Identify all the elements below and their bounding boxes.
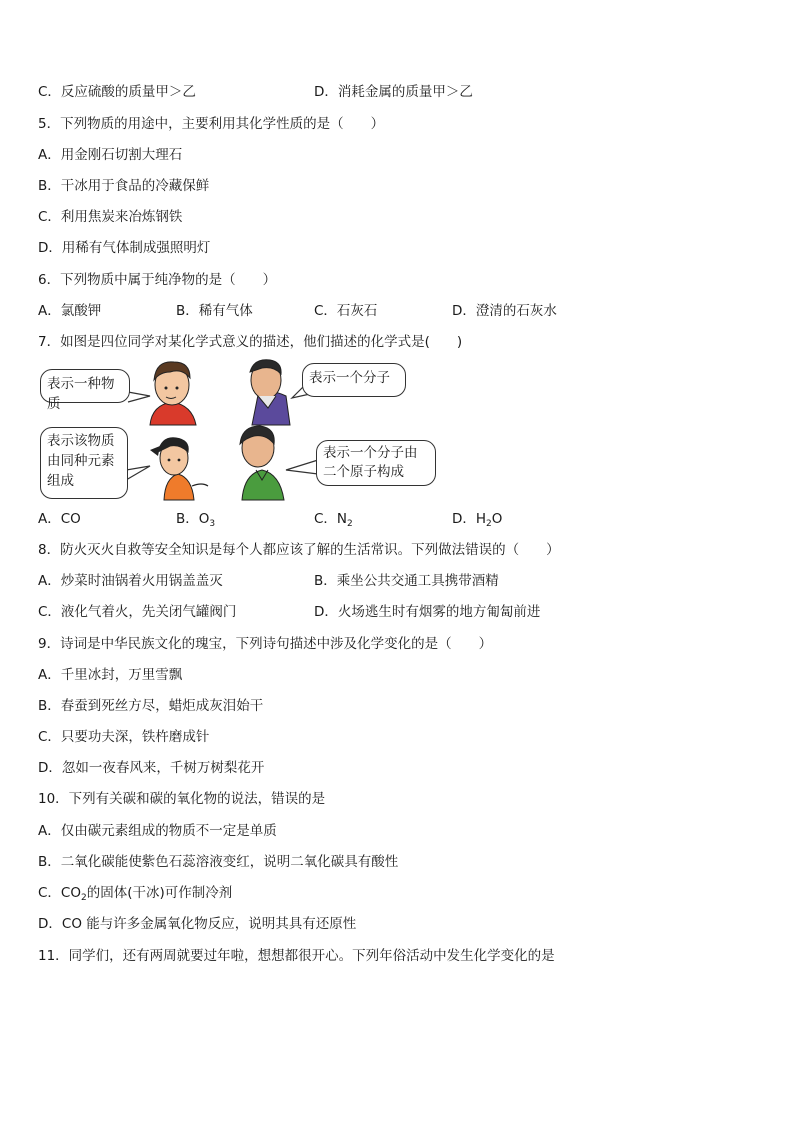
q8-option-a: A．炒菜时油锅着火用锅盖盖灭 [38,573,223,589]
q10-stem: 10．下列有关碳和碳的氧化物的说法，错误的是 [38,791,326,807]
q10-option-c: C．$CO_2$的固体(干冰)可作制冷剂 [38,885,233,903]
speech-bubble-1 [40,369,130,412]
bubble-4-line-2: 二个原子构成 [323,464,404,480]
q8-option-c: C．液化气着火，先关闭气罐阀门 [38,604,237,620]
q8-option-d: D．火场逃生时有烟雾的地方匍匐前进 [314,604,541,620]
q6-option-c: C．石灰石 [314,303,378,319]
q11-stem: 11．同学们，还有两周就要过年啦，想想都很开心。下列年俗活动中发生化学变化的是 [38,948,555,964]
q7-option-b: B．$O_3$ [176,511,216,529]
q4-option-c: C．反应硫酸的质量甲＞乙 [38,84,196,100]
q9-stem: 9．诗词是中华民族文化的瑰宝，下列诗句描述中涉及化学变化的是（ ） [38,636,493,652]
q7-option-c: C．$N_2$ [314,511,353,529]
q7-option-d: D．$H_2O$ [452,511,503,529]
q8-stem: 8．防火灭火自救等安全知识是每个人都应该了解的生活常识。下列做法错误的（ ） [38,542,560,558]
q10-option-d: D．CO 能与许多金属氧化物反应，说明其具有还原性 [38,916,357,932]
q6-option-d: D．澄清的石灰水 [452,303,557,319]
speech-bubble-4 [316,440,436,486]
q8-option-b: B．乘坐公共交通工具携带酒精 [314,573,499,589]
q4-option-d: D．消耗金属的质量甲＞乙 [314,84,473,100]
bubble-1-text: 表示一种物质 [47,376,115,412]
q6-option-b: B．稀有气体 [176,303,253,319]
bubble-3-line-2: 由同种元素 [47,453,115,469]
student-4-illustration [240,426,284,500]
q6-option-a: A．氯酸钾 [38,303,102,319]
student-3-illustration [150,438,208,500]
speech-bubble-3 [40,427,128,499]
q5-stem: 5．下列物质的用途中，主要利用其化学性质的是（ ） [38,116,385,132]
q10-option-a: A．仅由碳元素组成的物质不一定是单质 [38,823,277,839]
bubble-3-line-3: 组成 [47,473,74,489]
q7-option-a: A．CO [38,511,81,527]
student-2-illustration [250,360,290,425]
bubble-4-line-1: 表示一个分子由 [323,445,418,461]
q9-option-b: B．春蚕到死丝方尽，蜡炬成灰泪始干 [38,698,264,714]
q5-option-b: B．干冰用于食品的冷藏保鲜 [38,178,210,194]
speech-bubble-2 [302,363,406,397]
q5-option-c: C．利用焦炭来冶炼钢铁 [38,209,183,225]
q9-option-a: A．千里冰封，万里雪飘 [38,667,183,683]
bubble-3-line-1: 表示该物质 [47,433,115,449]
q9-option-d: D．忽如一夜春风来，千树万树梨花开 [38,760,265,776]
q5-option-d: D．用稀有气体制成强照明灯 [38,240,211,256]
q10-option-b: B．二氧化碳能使紫色石蕊溶液变红，说明二氧化碳具有酸性 [38,854,399,870]
q5-option-a: A．用金刚石切割大理石 [38,147,183,163]
q6-stem: 6．下列物质中属于纯净物的是（ ） [38,272,277,288]
bubble-2-text: 表示一个分子 [309,370,390,386]
q7-stem: 7．如图是四位同学对某化学式意义的描述，他们描述的化学式是( ) [38,334,463,350]
q9-option-c: C．只要功夫深，铁杵磨成针 [38,729,210,745]
student-1-illustration [150,362,196,425]
